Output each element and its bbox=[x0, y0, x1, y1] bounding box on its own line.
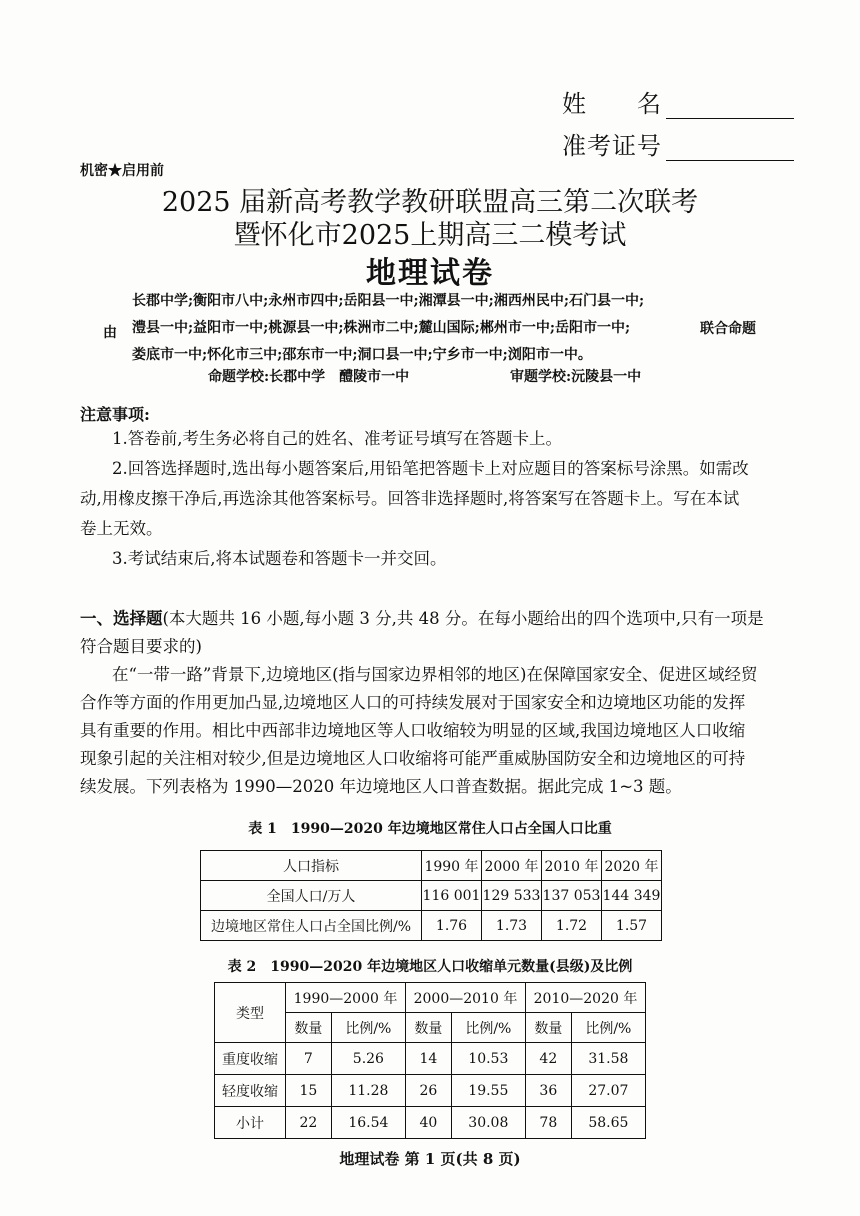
table1-header-cell: 2010 年 bbox=[542, 851, 602, 881]
table2-cell: 11.28 bbox=[331, 1075, 405, 1107]
secret-label: 机密★启用前 bbox=[80, 163, 164, 179]
table1-cell: 全国人口/万人 bbox=[201, 881, 422, 911]
passage-line-3: 具有重要的作用。相比中西部非边境地区等人口收缩较为明显的区域,我国边境地区人口收缩 bbox=[80, 721, 746, 740]
name-field bbox=[562, 84, 794, 119]
table1-cell: 144 349 bbox=[602, 881, 662, 911]
table2-cell: 小计 bbox=[215, 1107, 286, 1139]
schools-prefix: 由 bbox=[103, 325, 117, 341]
table2-subheader: 数量 bbox=[405, 1013, 451, 1043]
table2-period-header: 2000—2010 年 bbox=[405, 983, 525, 1013]
table2-subheader: 比例/% bbox=[571, 1013, 645, 1043]
compose-schools: 命题学校:长郡中学 醴陵市一中 bbox=[208, 369, 410, 385]
passage-line-2: 合作等方面的作用更加凸显,边境地区人口的可持续发展对于国家安全和边境地区功能的发挥 bbox=[80, 693, 746, 712]
table-row bbox=[215, 1043, 646, 1075]
table2-subheader: 比例/% bbox=[451, 1013, 525, 1043]
table1-header-cell: 人口指标 bbox=[201, 851, 422, 881]
table2-cell: 42 bbox=[525, 1043, 571, 1075]
table2-cell: 10.53 bbox=[451, 1043, 525, 1075]
table2-period-header: 1990—2000 年 bbox=[286, 983, 406, 1013]
id-label: 准考证号 bbox=[562, 132, 662, 160]
subject-title: 地理试卷 bbox=[366, 256, 494, 291]
table2-cell: 58.65 bbox=[571, 1107, 645, 1139]
id-blank[interactable] bbox=[666, 136, 794, 161]
table2-type-header: 类型 bbox=[215, 983, 286, 1043]
review-schools: 审题学校:沅陵县一中 bbox=[510, 369, 642, 385]
note-2-line-3: 卷上无效。 bbox=[80, 519, 163, 538]
notes-heading: 注意事项: bbox=[80, 405, 150, 424]
table1-cell: 137 053 bbox=[542, 881, 602, 911]
table2-cell: 30.08 bbox=[451, 1107, 525, 1139]
table2-period-header: 2010—2020 年 bbox=[525, 983, 645, 1013]
table2-cell: 78 bbox=[525, 1107, 571, 1139]
table1-cell: 边境地区常住人口占全国比例/% bbox=[201, 911, 422, 941]
table2-cell: 26 bbox=[405, 1075, 451, 1107]
table1-header-cell: 1990 年 bbox=[422, 851, 482, 881]
table1-cell: 129 533 bbox=[482, 881, 542, 911]
table2-cell: 15 bbox=[286, 1075, 332, 1107]
table1-caption: 表 1 1990—2020 年边境地区常住人口占全国人口比重 bbox=[248, 821, 612, 837]
table-row bbox=[201, 911, 662, 941]
table1-header-row bbox=[201, 851, 662, 881]
table1-header-cell: 2020 年 bbox=[602, 851, 662, 881]
table-row bbox=[215, 1107, 646, 1139]
table1-cell: 116 001 bbox=[422, 881, 482, 911]
table-row bbox=[201, 881, 662, 911]
passage-line-4: 现象引起的关注相对较少,但是边境地区人口收缩将可能严重威胁国防安全和边境地区的可持 bbox=[80, 749, 746, 768]
table1-cell: 1.57 bbox=[602, 911, 662, 941]
note-2-line-2: 动,用橡皮擦干净后,再选涂其他答案标号。回答非选择题时,将答案写在答题卡上。写在本试 bbox=[80, 489, 740, 508]
table2-cell: 5.26 bbox=[331, 1043, 405, 1075]
table-row bbox=[215, 1075, 646, 1107]
table2-cell: 36 bbox=[525, 1075, 571, 1107]
table1-cell: 1.73 bbox=[482, 911, 542, 941]
page-footer: 地理试卷 第 1 页(共 8 页) bbox=[339, 1150, 521, 1168]
table2-cell: 重度收缩 bbox=[215, 1043, 286, 1075]
table2-cell: 16.54 bbox=[331, 1107, 405, 1139]
table2-cell: 22 bbox=[286, 1107, 332, 1139]
note-2-line-1: 2.回答选择题时,选出每小题答案后,用铅笔把答题卡上对应题目的答案标号涂黑。如需改 bbox=[112, 459, 749, 478]
table2-cell: 轻度收缩 bbox=[215, 1075, 286, 1107]
table1-cell: 1.72 bbox=[542, 911, 602, 941]
table2-cell: 14 bbox=[405, 1043, 451, 1075]
exam-title: 2025 届新高考教学教研联盟高三第二次联考 bbox=[161, 187, 699, 218]
schools-line-2: 澧县一中;益阳市一中;桃源县一中;株洲市二中;麓山国际;郴州市一中;岳阳市一中; bbox=[132, 320, 631, 336]
exam-subtitle: 暨怀化市2025上期高三二模考试 bbox=[233, 220, 627, 251]
schools-line-3: 娄底市一中;怀化市三中;邵东市一中;洞口县一中;宁乡市一中;浏阳市一中。 bbox=[132, 347, 592, 363]
note-1: 1.答卷前,考生务必将自己的姓名、准考证号填写在答题卡上。 bbox=[112, 429, 562, 448]
note-3: 3.考试结束后,将本试题卷和答题卡一并交回。 bbox=[112, 549, 447, 568]
table2-subheader: 数量 bbox=[525, 1013, 571, 1043]
table2-cell: 40 bbox=[405, 1107, 451, 1139]
table2-cell: 31.58 bbox=[571, 1043, 645, 1075]
table2 bbox=[214, 982, 646, 1139]
table2-header-row bbox=[215, 983, 646, 1013]
schools-line-1: 长郡中学;衡阳市八中;永州市四中;岳阳县一中;湘潭县一中;湘西州民中;石门县一中; bbox=[132, 293, 645, 309]
passage-line-5: 续发展。下列表格为 1990—2020 年边境地区人口普查数据。据此完成 1~3 题。 bbox=[80, 777, 682, 796]
table2-subheader: 比例/% bbox=[331, 1013, 405, 1043]
table1 bbox=[200, 850, 662, 941]
section-heading: 一、选择题 bbox=[80, 609, 163, 628]
name-blank[interactable] bbox=[666, 94, 794, 119]
table2-subheader: 数量 bbox=[286, 1013, 332, 1043]
table1-cell: 1.76 bbox=[422, 911, 482, 941]
table2-cell: 27.07 bbox=[571, 1075, 645, 1107]
section-line-1 bbox=[80, 605, 764, 632]
name-label: 姓 名 bbox=[562, 90, 662, 118]
schools-suffix: 联合命题 bbox=[700, 321, 756, 337]
table2-caption: 表 2 1990—2020 年边境地区人口收缩单元数量(县级)及比例 bbox=[227, 959, 633, 975]
section-desc-1: (本大题共 16 小题,每小题 3 分,共 48 分。在每小题给出的四个选项中,只有一项是 bbox=[162, 609, 764, 628]
id-field bbox=[562, 126, 794, 161]
table2-cell: 19.55 bbox=[451, 1075, 525, 1107]
section-desc-2: 符合题目要求的) bbox=[80, 637, 202, 656]
table1-header-cell: 2000 年 bbox=[482, 851, 542, 881]
passage-line-1: 在“一带一路”背景下,边境地区(指与国家边界相邻的地区)在保障国家安全、促进区域经贸 bbox=[112, 665, 758, 684]
table2-cell: 7 bbox=[286, 1043, 332, 1075]
